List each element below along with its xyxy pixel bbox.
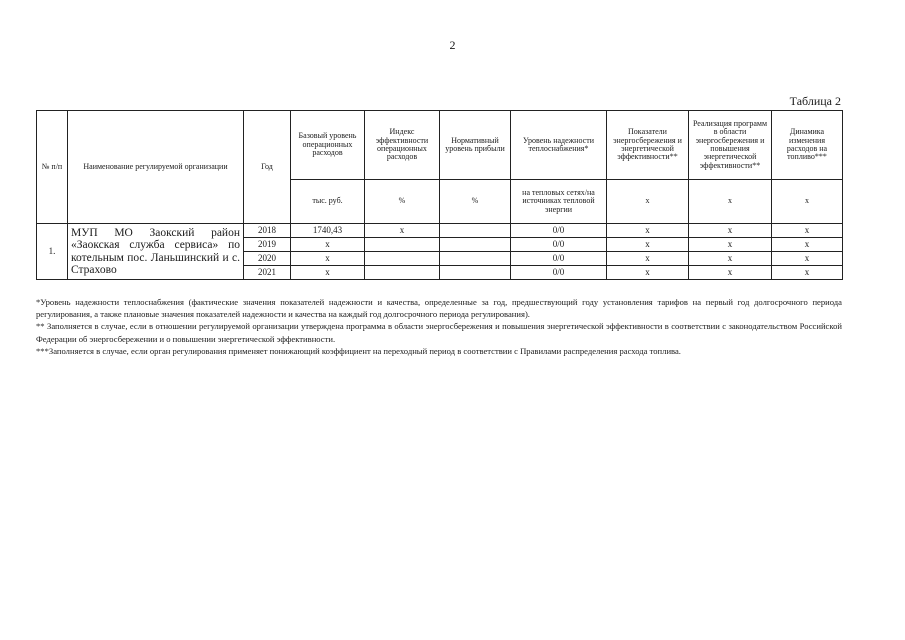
cell-fuel-dynamics: x xyxy=(772,252,843,266)
header-efficiency-index: Индекс эффективности операционных расходов xyxy=(365,111,440,180)
cell-base-opex: x xyxy=(291,252,365,266)
table-caption: Таблица 2 xyxy=(789,94,841,108)
footnote-fuel: ***Заполняется в случае, если орган регулирования применяет понижающий коэффициент на переходный период в соответствии с Правилами распределения расхода топлива. xyxy=(36,345,681,356)
cell-energy-program: x xyxy=(689,238,772,252)
tariff-table xyxy=(36,110,843,280)
cell-fuel-dynamics: x xyxy=(772,224,843,238)
header-energy-program: Реализация программ в области энергосбережения и повышения энергетической эффективности** xyxy=(689,111,772,180)
header-organization: Наименование регулируемой организации xyxy=(68,111,244,224)
unit-energy-program: x xyxy=(689,180,772,224)
cell-year: 2021 xyxy=(244,266,291,280)
cell-energy-indicators: x xyxy=(607,266,689,280)
footnotes xyxy=(36,296,842,357)
cell-year: 2019 xyxy=(244,238,291,252)
cell-energy-indicators: x xyxy=(607,252,689,266)
cell-energy-indicators: x xyxy=(607,238,689,252)
cell-energy-indicators: x xyxy=(607,224,689,238)
cell-reliability: 0/0 xyxy=(511,238,607,252)
cell-base-opex: 1740,43 xyxy=(291,224,365,238)
cell-normative-profit xyxy=(440,266,511,280)
unit-fuel-dynamics: x xyxy=(772,180,843,224)
cell-energy-program: x xyxy=(689,224,772,238)
footnote-reliability: *Уровень надежности теплоснабжения (фактические значения показателей надежности и качества, определенные за год, предшествующий году установления тарифов на первый год долгосрочного периода регулирования, а также плановые значения показателей надежности и качества на каждый год долгосрочного периода регулирования). xyxy=(36,297,842,320)
cell-reliability: 0/0 xyxy=(511,224,607,238)
cell-energy-program: x xyxy=(689,252,772,266)
header-base-opex: Базовый уровень операционных расходов xyxy=(291,111,365,180)
cell-energy-program: x xyxy=(689,266,772,280)
row-number: 1. xyxy=(37,224,68,280)
header-reliability: Уровень надежности теплоснабжения* xyxy=(511,111,607,180)
cell-efficiency-index: x xyxy=(365,224,440,238)
cell-year: 2018 xyxy=(244,224,291,238)
footnote-energy-program: ** Заполняется в случае, если в отношении регулируемой организации утверждена программа в области энергосбережения и повышения энергетической эффективности в соответствии с законодательством Российской Федерации об энергосбережении и о повышении энергетической эффективности. xyxy=(36,321,842,344)
cell-fuel-dynamics: x xyxy=(772,238,843,252)
unit-base-opex: тыс. руб. xyxy=(291,180,365,224)
cell-year: 2020 xyxy=(244,252,291,266)
cell-fuel-dynamics: x xyxy=(772,266,843,280)
unit-normative-profit: % xyxy=(440,180,511,224)
header-num: № п/п xyxy=(37,111,68,224)
header-row xyxy=(37,111,843,180)
unit-efficiency-index: % xyxy=(365,180,440,224)
cell-efficiency-index xyxy=(365,238,440,252)
cell-base-opex: x xyxy=(291,266,365,280)
table-row xyxy=(37,224,843,238)
cell-normative-profit xyxy=(440,238,511,252)
cell-reliability: 0/0 xyxy=(511,252,607,266)
cell-normative-profit xyxy=(440,224,511,238)
cell-base-opex: x xyxy=(291,238,365,252)
organization-name: МУП МО Заокский район «Заокская служба сервиса» по котельным пос. Ланьшинский и с. Страхово xyxy=(68,224,244,280)
header-fuel-dynamics: Динамика изменения расходов на топливо*** xyxy=(772,111,843,180)
header-year: Год xyxy=(244,111,291,224)
cell-reliability: 0/0 xyxy=(511,266,607,280)
header-energy-indicators: Показатели энергосбережения и энергетической эффективности** xyxy=(607,111,689,180)
page-number: 2 xyxy=(449,38,456,52)
unit-reliability: на тепловых сетях/на источниках тепловой энергии xyxy=(511,180,607,224)
cell-efficiency-index xyxy=(365,266,440,280)
cell-normative-profit xyxy=(440,252,511,266)
cell-efficiency-index xyxy=(365,252,440,266)
header-normative-profit: Нормативный уровень прибыли xyxy=(440,111,511,180)
unit-energy-indicators: x xyxy=(607,180,689,224)
